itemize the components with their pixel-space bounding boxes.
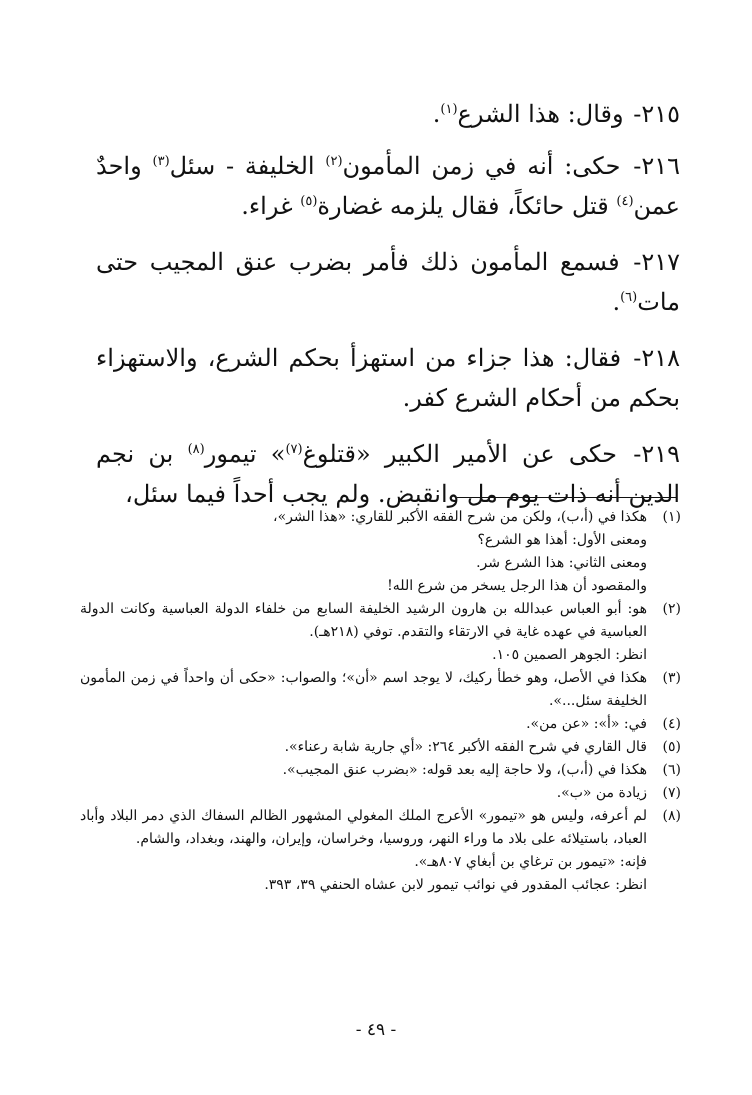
- footnote-marker: (٦): [620, 290, 638, 305]
- footnote-text: لم أعرفه، وليس هو «تيمور» الأعرج الملك المغولي المشهور الظالم السفاك الذي دمر البلاد وأباد العباد، باستيلائه على بلاد ما وراء النهر، وروسيا، وخراسان، وإيران، والهند، وبغداد، والشام.: [80, 808, 647, 847]
- footnote-text: هكذا في (أ،ب)، ولكن من شرح الفقه الأكبر للقاري: «هذا الشر»،: [273, 509, 647, 525]
- footnote-marker: (٤): [616, 194, 634, 209]
- paragraph-text: .: [432, 100, 441, 128]
- footnote-text: هكذا في (أ،ب)، ولا حاجة إليه بعد قوله: «بضرب عنق المجيب».: [282, 762, 647, 778]
- paragraph-number: ٢١٨-: [633, 344, 680, 372]
- footnote-marker: (٨): [187, 442, 205, 457]
- footnote: [80, 782, 681, 805]
- paragraph-text: غراء.: [241, 192, 301, 220]
- footnote-number: (١): [662, 509, 681, 525]
- paragraph-text: وقال: هذا الشرع: [457, 100, 632, 128]
- paragraph: [96, 94, 680, 134]
- footnote-separator: [457, 497, 677, 498]
- paragraph-text: » تيمور: [204, 440, 286, 468]
- paragraph-text: .: [612, 288, 621, 316]
- page-number: - ٤٩ -: [355, 1020, 397, 1040]
- paragraph: [96, 434, 680, 514]
- paragraph: [96, 242, 680, 322]
- footnote: [80, 736, 681, 759]
- paragraph-number: ٢١٩-: [633, 440, 680, 468]
- footnote-number: (٤): [662, 716, 681, 732]
- footnote-text: هكذا في الأصل، وهو خطأ ركيك، لا يوجد اسم «أن»؛ والصواب: «حكى أن واحداً في زمن المأمون الخليفة سئل...».: [80, 670, 647, 709]
- footnote-number: (٣): [662, 670, 681, 686]
- paragraph-text: بن نجم الدين أنه ذات يوم مل وانقبض. ولم يجب أحداً فيما سئل،: [96, 440, 680, 508]
- paragraph-text: حكى: أنه في زمن المأمون: [342, 152, 632, 180]
- footnote-marker: (٢): [325, 154, 343, 169]
- footnote: [80, 667, 681, 713]
- footnote: [80, 506, 681, 598]
- footnote-text: والمقصود أن هذا الرجل يسخر من شرع الله!: [387, 578, 647, 594]
- footnote-number: (٥): [662, 739, 681, 755]
- footnote-text: في: «أ»: «عن من».: [526, 716, 647, 732]
- footnote: [80, 805, 681, 897]
- paragraph-text: حكى عن الأمير الكبير «قتلوغ: [302, 440, 632, 468]
- paragraph-number: ٢١٦-: [633, 152, 680, 180]
- paragraph-text: قتل حائكاً، فقال يلزمه غضارة: [317, 192, 617, 220]
- footnote-text: ومعنى الثاني: هذا الشرع شر.: [476, 555, 647, 571]
- paragraph: [96, 146, 680, 226]
- footnotes: [80, 506, 681, 897]
- footnote: [80, 713, 681, 736]
- footnote-text: انظر: عجائب المقدور في نوائب تيمور لابن عشاه الحنفي ٣٩، ٣٩٣.: [264, 877, 647, 893]
- footnote-text: هو: أبو العباس عبدالله بن هارون الرشيد الخليفة السابع من خلفاء الدولة العباسية وكانت الدولة العباسية في عهده غاية في الارتقاء والتقدم. توفي (٢١٨هـ).: [80, 601, 647, 640]
- footnote-number: (٢): [662, 601, 681, 617]
- paragraph-number: ٢١٥-: [633, 100, 680, 128]
- footnote-marker: (٧): [285, 442, 303, 457]
- paragraph-text: فقال: هذا جزاء من استهزأ بحكم الشرع، والاستهزاء بحكم من أحكام الشرع كفر.: [96, 344, 680, 412]
- paragraph-number: ٢١٧-: [633, 248, 680, 276]
- footnote-number: (٨): [662, 808, 681, 824]
- footnote-number: (٦): [662, 762, 681, 778]
- paragraph: [96, 338, 680, 418]
- footnote-text: زيادة من «ب».: [556, 785, 647, 801]
- footnote-marker: (٣): [152, 154, 170, 169]
- main-text: [96, 78, 680, 514]
- paragraph-text: الخليفة - سئل: [169, 152, 326, 180]
- footnote-text: فإنه: «تيمور بن ترغاي بن أبغاي ٨٠٧هـ».: [414, 854, 647, 870]
- footnote-text: قال القاري في شرح الفقه الأكبر ٢٦٤: «أي جارية شابة رعناء».: [284, 739, 647, 755]
- paragraph-text: فسمع المأمون ذلك فأمر بضرب عنق المجيب حتى مات: [96, 248, 680, 316]
- footnote-text: انظر: الجوهر الصمين ١٠٥.: [492, 647, 647, 663]
- footnote-number: (٧): [662, 785, 681, 801]
- footnote-text: ومعنى الأول: أهذا هو الشرع؟: [477, 532, 647, 548]
- footnote: [80, 759, 681, 782]
- footnote-marker: (٥): [300, 194, 318, 209]
- paragraph-text: واحدٌ عمن: [96, 152, 680, 220]
- footnote: [80, 598, 681, 667]
- footnote-marker: (١): [440, 102, 458, 117]
